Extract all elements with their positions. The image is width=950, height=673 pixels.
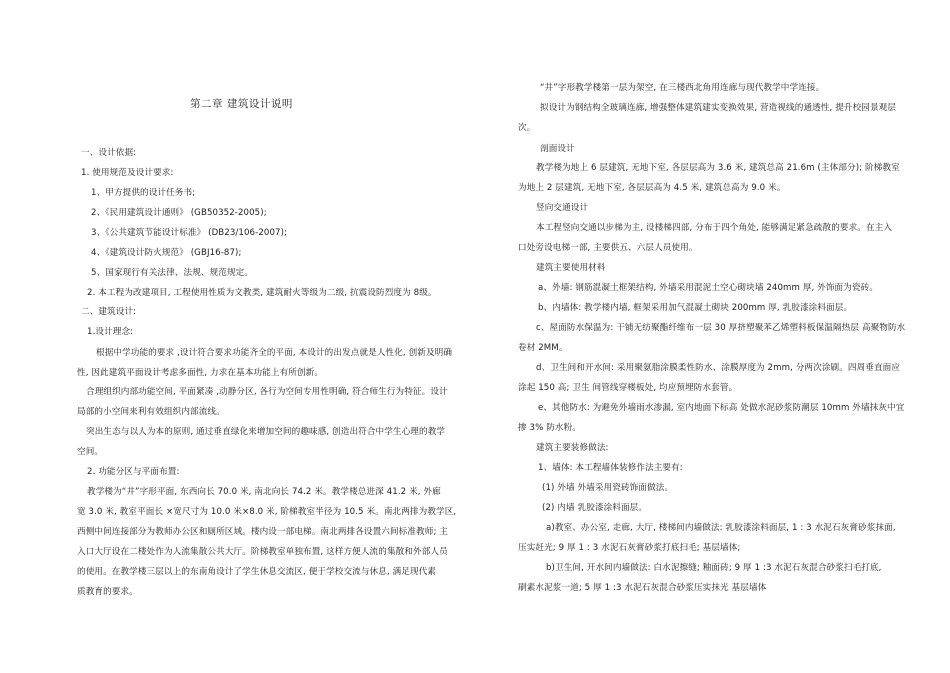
list-item: e、其他防水: 为避免外墙雨水渗漏, 室内地面下标高 处做水泥砂浆防潮层 10mm 外墙抹灰中宜 xyxy=(538,403,905,413)
text-line: 局部的小空间来利有效组织内部流线。 xyxy=(77,407,225,417)
list-item: d、卫生间和开水间: 采用聚氨脂涂膜柔性防水、涂膜厚度为 2mm, 分两次涂刷。四周垂直面应 xyxy=(536,363,901,373)
text-line: 次。 xyxy=(518,123,536,133)
text-line: 空间。 xyxy=(77,447,104,457)
list-item: (2) 内墙 乳胶漆涂料面层。 xyxy=(542,503,648,513)
text-line: 质教育的要求。 xyxy=(77,587,138,597)
text-line: 1. 使用规范及设计要求: xyxy=(81,168,174,178)
text-line: 压实赶光; 9 厚 1 : 3 水泥石灰膏砂浆打底扫毛; 基层墙体; xyxy=(518,543,741,553)
text-line: b)卫生间, 开水间内墙做法: 白水泥擦缝; 釉面砖; 9 厚 1 :3 水泥石灰混合砂浆扫毛打底, xyxy=(546,563,882,573)
text-line: a)教室、办公室, 走廊, 大厅, 楼梯间内墙做法: 乳胶漆涂料面层, 1 : 3 水泥石灰膏砂浆抹面, xyxy=(546,523,896,533)
section-heading: 竖向交通设计 xyxy=(536,203,589,213)
section-heading: 一、设计依据: xyxy=(81,148,137,158)
list-item: 2、《民用建筑设计通则》 (GB50352-2005); xyxy=(91,208,267,218)
list-item: 3、《公共建筑节能设计标准》 (DB23/106-2007); xyxy=(91,228,288,238)
list-item: c、屋面防水保温为: 干铺无纺聚酯纤维布一层 30 厚挤塑聚苯乙烯塑料板保温隔热层 高聚物防水 xyxy=(536,323,906,333)
text-line: 为地上 2 层建筑, 无地下室, 各层层高为 4.5 米, 建筑总高为 9.0 米。 xyxy=(518,183,786,193)
list-item: (1) 外墙 外墙采用瓷砖饰面做法。 xyxy=(542,483,674,493)
text-line: 根据中学功能的要求 ,设计符合要求功能齐全的平面, 本设计的出发点就是人性化, 创新及明确 xyxy=(96,348,453,358)
chapter-title: 第二章 建筑设计说明 xyxy=(190,98,293,110)
list-item: 4、《建筑设计防火规范》 (GBJ16-87); xyxy=(91,248,242,258)
text-line: 教学楼为“井”字形平面, 东西向长 70.0 米, 南北向长 74.2 米。教学楼总进深 41.2 米, 外廊 xyxy=(87,487,441,497)
section-heading: 二、建筑设计: xyxy=(81,307,137,317)
section-heading: 建筑主要使用材料 xyxy=(536,263,606,273)
text-line: 2. 功能分区与平面布置: xyxy=(87,467,180,477)
text-line: 口处旁设电梯一部, 主要供五、六层人员使用。 xyxy=(518,243,698,253)
text-line: 合理组织内部功能空间, 平面紧凑 ,动静分区, 各行为空间专用性明确, 符合师生行为特征。设计 xyxy=(86,387,448,397)
text-line: 入口大厅设在二楼处作为人流集散公共大厅。阶梯教室单独布置, 这样方便人流的集散和外部人员 xyxy=(77,547,448,557)
text-line: 性, 因此建筑平面设计考虑多面性, 力求在基本功能上有所创新。 xyxy=(77,368,324,378)
text-line: 掺 3% 防水粉。 xyxy=(518,423,581,433)
text-line: 涂起 150 高; 卫生 间管线穿楼板处, 均应预埋防水套管。 xyxy=(518,383,738,393)
text-line: 宽 3.0 米, 教室平面长 ×宽尺寸为 10.0 米×8.0 米, 阶梯教室半径为 10.5 米。南北两排为教学区, xyxy=(77,507,457,517)
text-line: “井”字形教学楼第一层为架空, 在三楼西北角用连廊与现代教学中学连接。 xyxy=(540,83,825,93)
section-heading: 建筑主要装修做法: xyxy=(536,443,609,453)
text-line: 突出生态与以人为本的原则, 通过垂直绿化来增加空间的趣味感, 创造出符合中学生心理的教学 xyxy=(86,427,446,437)
list-item: a、外墙: 钢筋混凝土框架结构, 外墙采用混泥土空心砌块墙 240mm 厚, 外饰面为瓷砖。 xyxy=(538,283,879,293)
list-item: 5、国家现行有关法律、法规、规范规定。 xyxy=(91,268,254,278)
list-item: 1、甲方提供的设计任务书; xyxy=(91,188,196,198)
text-line: 1、墙体: 本工程墙体装修作法主要有: xyxy=(538,463,683,473)
text-line: 拟设计为钢结构全玻璃连廊, 增强整体建筑建实变换效果, 营造视线的通透性, 提升校园景观层 xyxy=(540,103,897,113)
text-line: 的使用。在教学楼三层以上的东南角设计了学生休息交流区, 便于学校交流与休息, 满足现代素 xyxy=(77,567,437,577)
text-line: 1.设计理念: xyxy=(87,327,134,337)
text-line: 西侧中间连接部分为教师办公区和厕所区域。楼内设一部电梯。南北两排各设置六间标准教师; 主 xyxy=(77,527,448,537)
section-heading: 剖面设计 xyxy=(540,144,575,154)
list-item: b、内墙体: 教学楼内墙, 框架采用加气混凝土砌块 200mm 厚, 乳胶漆涂料面层。 xyxy=(538,303,853,313)
text-line: 本工程竖向交通以步梯为主, 设楼梯四部, 分布于四个角处, 能够满足紧急疏散的要求。在主入 xyxy=(536,223,893,233)
text-line: 刷素水泥浆一道; 5 厚 1 :3 水泥石灰混合砂浆压实抹光 基层墙体 xyxy=(518,583,767,593)
text-line: 卷材 2MM。 xyxy=(518,343,568,353)
text-line: 教学楼为地上 6 层建筑, 无地下室, 各层层高为 3.6 米, 建筑总高 21.6m (主体部分); 阶梯教室 xyxy=(536,163,900,173)
text-line: 2. 本工程为改建项目, 工程使用性质为文教类, 建筑耐火等级为二级, 抗震设防烈度为 8级。 xyxy=(87,288,437,298)
